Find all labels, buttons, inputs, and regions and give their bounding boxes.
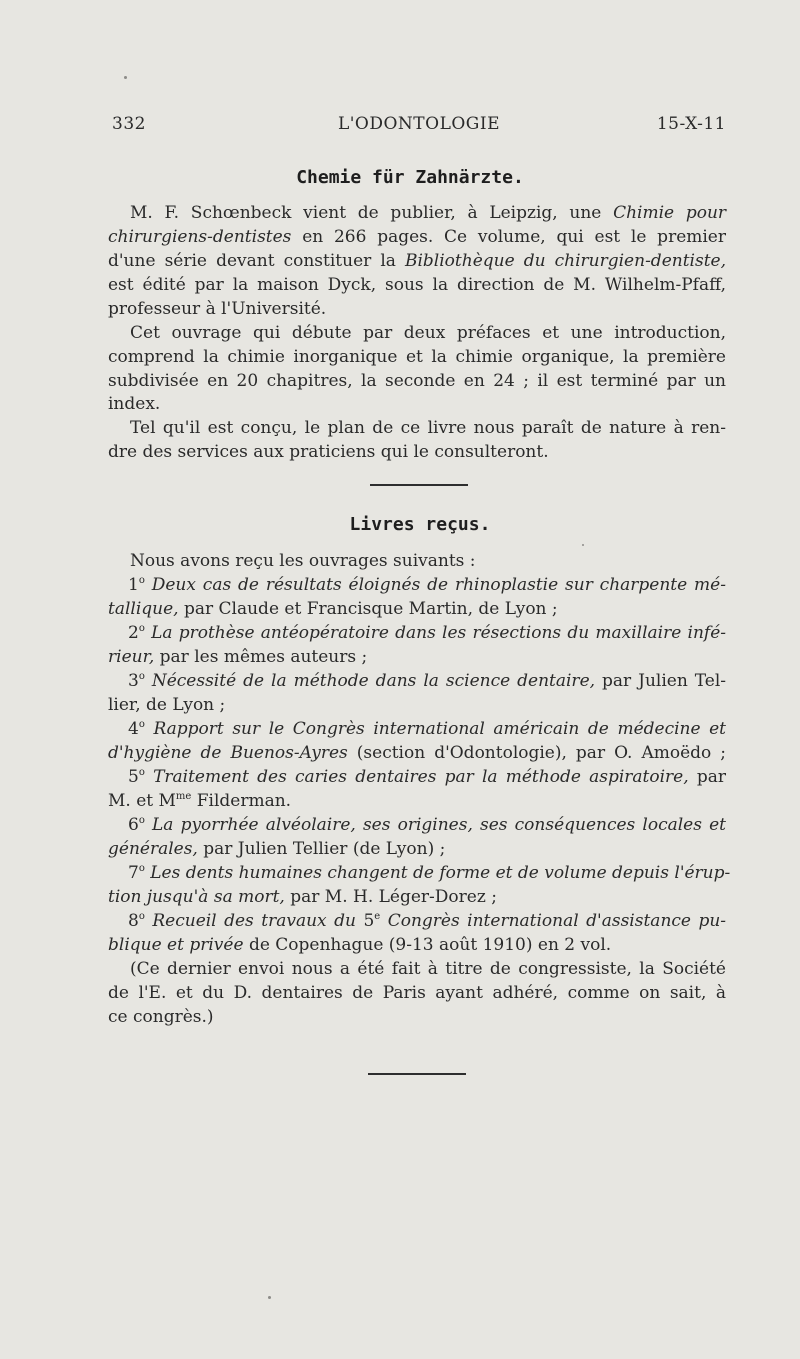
list-item: 1$^o$ Deux cas de résultats éloignés de rhinoplastie sur charpente mé-: [128, 575, 726, 595]
journal-title: L'ODONTOLOGIE: [337, 114, 501, 134]
text-line: d'une série devant constituer la Bibliothèque du chirurgien-dentiste,: [108, 251, 726, 271]
text-line: (Ce dernier envoi nous a été fait à titre de congressiste, la Société: [130, 959, 726, 979]
paper-speck: [124, 76, 127, 79]
text-line: M. F. Schœnbeck vient de publier, à Leipzig, une Chimie pour: [130, 203, 727, 223]
section-title: Livres reçus.: [349, 514, 491, 535]
list-item: 6$^o$ La pyorrhée alvéolaire, ses origines, ses conséquences locales et: [128, 815, 726, 835]
text-line: lier, de Lyon ;: [108, 695, 226, 715]
text-line: d'hygiène de Buenos-Ayres (section d'Odontologie), par O. Amoëdo ;: [108, 743, 727, 763]
running-head: [112, 114, 726, 138]
section-divider: [368, 1073, 466, 1075]
text-line: Nous avons reçu les ouvrages suivants :: [130, 551, 476, 571]
text-line: dre des services aux praticiens qui le consulteront.: [108, 442, 549, 462]
list-item: 3$^o$ Nécessité de la méthode dans la science dentaire, par Julien Tel-: [128, 671, 727, 691]
list-item: 5$^o$ Traitement des caries dentaires par la méthode aspiratoire, par: [128, 767, 726, 787]
section-title: Chemie für Zahnärzte.: [296, 167, 524, 188]
text-line: Cet ouvrage qui débute par deux préfaces et une introduction,: [130, 323, 726, 343]
text-line: générales, par Julien Tellier (de Lyon) ;: [108, 839, 446, 859]
page-number: 332: [112, 114, 146, 134]
list-item: 4$^o$ Rapport sur le Congrès international américain de médecine et: [128, 719, 727, 739]
paper-speck: [582, 544, 584, 546]
text-line: comprend la chimie inorganique et la chimie organique, la première: [108, 347, 726, 367]
text-line: est édité par la maison Dyck, sous la direction de M. Wilhelm-Pfaff,: [108, 275, 726, 295]
text-line: chirurgiens-dentistes en 266 pages. Ce volume, qui est le premier: [108, 227, 726, 247]
text-line: de l'E. et du D. dentaires de Paris ayant adhéré, comme on sait, à: [108, 983, 726, 1003]
text-line: ce congrès.): [108, 1007, 214, 1027]
text-line: tion jusqu'à sa mort, par M. H. Léger-Dorez ;: [108, 887, 497, 907]
section-divider: [370, 484, 468, 486]
text-line: Tel qu'il est conçu, le plan de ce livre nous paraît de nature à ren-: [130, 418, 726, 438]
list-item: 8$^o$ Recueil des travaux du 5e Congrès international d'assistance pu-: [128, 911, 727, 931]
text-line: index.: [108, 394, 161, 414]
list-item: 7$^o$ Les dents humaines changent de forme et de volume depuis l'érup-: [128, 863, 731, 883]
issue-date: 15-X-11: [656, 114, 726, 134]
text-line: blique et privée de Copenhague (9-13 août 1910) en 2 vol.: [108, 935, 612, 955]
list-item: 2$^o$ La prothèse antéopératoire dans les résections du maxillaire infé-: [128, 623, 727, 643]
text-line: tallique, par Claude et Francisque Martin, de Lyon ;: [108, 599, 558, 619]
text-line: subdivisée en 20 chapitres, la seconde en 24 ; il est terminé par un: [108, 371, 726, 391]
text-line: professeur à l'Université.: [108, 299, 327, 319]
text-line: rieur, par les mêmes auteurs ;: [108, 647, 368, 667]
text-line: M. et $M^{me}$ Filderman.: [108, 791, 292, 811]
paper-speck: [268, 1296, 271, 1299]
